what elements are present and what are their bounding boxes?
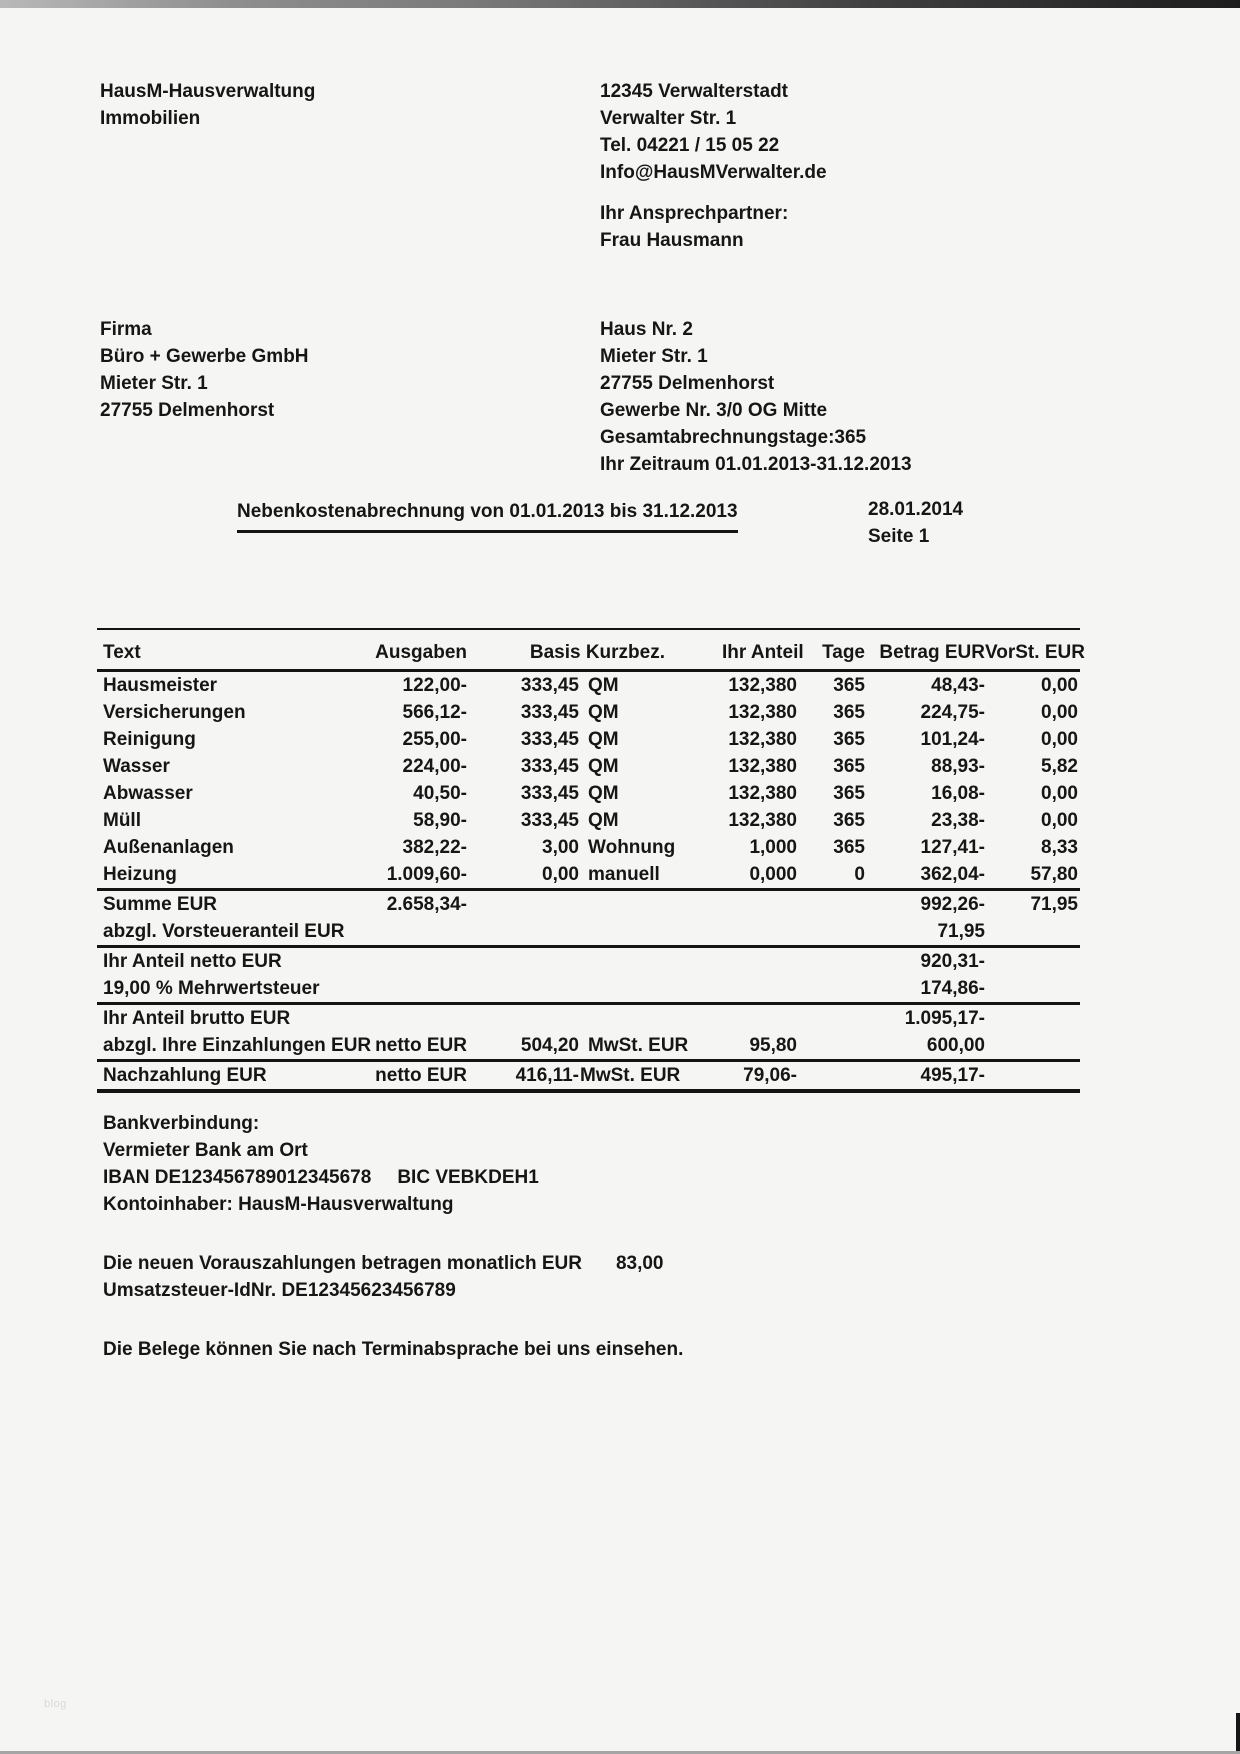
row-ausgaben: 1.009,60- (386, 863, 467, 885)
scan-edge-top (0, 0, 1240, 8)
row-kurzbez: manuell (588, 863, 660, 885)
statement-page-number: Seite 1 (868, 526, 930, 547)
recipient-line: 27755 Delmenhorst (100, 400, 275, 421)
row-basis: 333,45 (520, 701, 579, 723)
summary-row-nachzahlung (97, 1062, 1080, 1089)
summary-row-summe (97, 891, 1080, 918)
statement-title: Nebenkostenabrechnung von 01.01.2013 bis 31.12.2013 (237, 498, 738, 533)
contact-street: Verwalter Str. 1 (600, 108, 737, 129)
summary-label: 19,00 % Mehrwertsteuer (103, 977, 320, 999)
row-label: Abwasser (103, 782, 193, 804)
row-basis: 333,45 (520, 728, 579, 750)
cost-table (97, 628, 1085, 1093)
summary-betrag: 71,95 (937, 920, 985, 942)
summary-anteil: 95,80 (749, 1034, 797, 1056)
row-label: Reinigung (103, 728, 196, 750)
header-betrag-eur: Betrag EUR (879, 642, 985, 663)
bank-name: Vermieter Bank am Ort (103, 1140, 308, 1161)
row-basis: 0,00 (542, 863, 579, 885)
row-tage: 365 (833, 836, 865, 858)
recipient-line: Firma (100, 319, 152, 340)
summary-label: abzgl. Vorsteueranteil EUR (103, 920, 345, 942)
row-basis: 333,45 (520, 755, 579, 777)
advance-label: Die neuen Vorauszahlungen betragen monatlich EUR (103, 1253, 582, 1274)
property-line: Ihr Zeitraum 01.01.2013-31.12.2013 (600, 454, 912, 475)
row-anteil: 132,380 (728, 755, 797, 777)
row-anteil: 1,000 (749, 836, 797, 858)
row-ausgaben: 382,22- (402, 836, 467, 858)
row-label: Versicherungen (103, 701, 246, 723)
row-kurzbez: QM (588, 728, 619, 750)
bank-block (103, 1110, 539, 1218)
row-kurzbez: QM (588, 809, 619, 831)
row-ausgaben: 566,12- (402, 701, 467, 723)
row-basis: 3,00 (542, 836, 579, 858)
statement-title-row (237, 498, 738, 533)
row-vorst: 0,00 (1041, 809, 1078, 831)
bank-bic: BIC VEBKDEH1 (397, 1167, 539, 1188)
summary-label: Nachzahlung EUR (103, 1064, 267, 1086)
summary-label: Ihr Anteil netto EUR (103, 950, 282, 972)
summary-row-netto (97, 948, 1080, 975)
summary-row-mwst (97, 975, 1080, 1002)
row-label: Hausmeister (103, 674, 218, 696)
row-vorst: 8,33 (1041, 836, 1078, 858)
bank-heading: Bankverbindung: (103, 1113, 260, 1134)
advance-block (103, 1250, 664, 1304)
row-kurzbez: QM (588, 701, 619, 723)
summary-row-vorsteuer (97, 918, 1080, 945)
row-vorst: 0,00 (1041, 728, 1078, 750)
receipts-note: Die Belege können Sie nach Terminabsprache bei uns einsehen. (103, 1339, 684, 1360)
sender-name: HausM-Hausverwaltung (100, 81, 316, 102)
spacer (600, 186, 827, 200)
row-betrag: 16,08- (931, 782, 985, 804)
row-basis: 333,45 (520, 674, 579, 696)
row-anteil: 132,380 (728, 701, 797, 723)
row-kurzbez: QM (588, 782, 619, 804)
row-basis: 333,45 (520, 782, 579, 804)
contact-person-label: Ihr Ansprechpartner: (600, 203, 789, 224)
summary-ausgaben: 2.658,34- (386, 893, 467, 915)
row-anteil: 132,380 (728, 809, 797, 831)
vat-id: Umsatzsteuer-IdNr. DE12345623456789 (103, 1280, 456, 1301)
table-row (97, 834, 1080, 861)
header-basis-kurzbez: Basis Kurzbez. (529, 642, 665, 663)
advance-line (103, 1250, 664, 1277)
row-betrag: 48,43- (931, 674, 985, 696)
row-label: Wasser (103, 755, 170, 777)
table-row (97, 699, 1080, 726)
table-row (97, 780, 1080, 807)
summary-kurzbez: MwSt. EUR (588, 1034, 689, 1056)
row-tage: 365 (833, 728, 865, 750)
table-row (97, 753, 1080, 780)
summary-betrag: 920,31- (920, 950, 985, 972)
table-row (97, 726, 1080, 753)
table-header-row (97, 630, 1085, 669)
sender-dept: Immobilien (100, 108, 201, 129)
table-row (97, 861, 1080, 888)
row-kurzbez: QM (588, 755, 619, 777)
bank-iban-line (103, 1164, 539, 1191)
row-betrag: 101,24- (920, 728, 985, 750)
row-ausgaben: 40,50- (413, 782, 467, 804)
contact-phone: Tel. 04221 / 15 05 22 (600, 135, 780, 156)
summary-vorst: 71,95 (1030, 893, 1078, 915)
recipient-line: Mieter Str. 1 (100, 373, 208, 394)
summary-betrag: 992,26- (920, 893, 985, 915)
summary-row-einzahlungen (97, 1032, 1080, 1059)
row-betrag: 127,41- (920, 836, 985, 858)
row-anteil: 0,000 (749, 863, 797, 885)
table-row (97, 672, 1080, 699)
summary-label: abzgl. Ihre Einzahlungen EUR (103, 1034, 372, 1056)
row-vorst: 57,80 (1030, 863, 1078, 885)
summary-netto-label: netto EUR (375, 1064, 467, 1086)
row-vorst: 5,82 (1041, 755, 1078, 777)
row-label: Müll (103, 809, 141, 831)
summary-label: Ihr Anteil brutto EUR (103, 1007, 291, 1029)
header-ausgaben: Ausgaben (375, 642, 467, 663)
row-tage: 365 (833, 809, 865, 831)
contact-person-name: Frau Hausmann (600, 230, 744, 251)
recipient-block (100, 316, 309, 424)
row-kurzbez: QM (588, 674, 619, 696)
row-label: Außenanlagen (103, 836, 234, 858)
property-block (600, 316, 912, 478)
summary-label: Summe EUR (103, 893, 218, 915)
property-line: Gesamtabrechnungstage:365 (600, 427, 867, 448)
sender-block (100, 78, 315, 132)
header-ihr-anteil: Ihr Anteil (722, 642, 804, 663)
summary-row-brutto (97, 1005, 1080, 1032)
table-rule-bottom (97, 1089, 1080, 1093)
row-basis: 333,45 (520, 809, 579, 831)
summary-betrag: 600,00 (926, 1034, 985, 1056)
row-tage: 365 (833, 701, 865, 723)
contact-block (600, 78, 827, 254)
row-ausgaben: 122,00- (402, 674, 467, 696)
summary-betrag: 495,17- (920, 1064, 985, 1086)
advance-amount: 83,00 (615, 1253, 664, 1274)
property-line: Haus Nr. 2 (600, 319, 693, 340)
row-anteil: 132,380 (728, 782, 797, 804)
row-betrag: 23,38- (931, 809, 985, 831)
summary-kurzbez: MwSt. EUR (580, 1064, 681, 1086)
date-block (868, 496, 963, 550)
row-vorst: 0,00 (1041, 674, 1078, 696)
row-anteil: 132,380 (728, 728, 797, 750)
row-kurzbez: Wohnung (588, 836, 676, 858)
summary-betrag: 1.095,17- (904, 1007, 985, 1029)
row-betrag: 88,93- (931, 755, 985, 777)
summary-anteil: 79,06- (743, 1064, 797, 1086)
row-anteil: 132,380 (728, 674, 797, 696)
property-line: Mieter Str. 1 (600, 346, 708, 367)
scan-edge-right (1236, 1713, 1240, 1751)
row-tage: 365 (833, 782, 865, 804)
header-vorst-eur: VorSt. EUR (985, 642, 1085, 663)
contact-email: Info@HausMVerwalter.de (600, 162, 827, 183)
row-label: Heizung (103, 863, 177, 885)
row-tage: 365 (833, 674, 865, 696)
summary-basis: 416,11- (515, 1064, 579, 1086)
property-line: 27755 Delmenhorst (600, 373, 775, 394)
contact-city: 12345 Verwalterstadt (600, 81, 789, 102)
row-ausgaben: 255,00- (402, 728, 467, 750)
row-ausgaben: 58,90- (413, 809, 467, 831)
bank-iban: IBAN DE123456789012345678 (103, 1167, 372, 1188)
table-row (97, 807, 1080, 834)
statement-date: 28.01.2014 (868, 499, 964, 520)
summary-netto-label: netto EUR (375, 1034, 467, 1056)
watermark-text: blog (44, 1698, 67, 1710)
recipient-line: Büro + Gewerbe GmbH (100, 346, 309, 367)
row-vorst: 0,00 (1041, 782, 1078, 804)
property-line: Gewerbe Nr. 3/0 OG Mitte (600, 400, 828, 421)
header-text: Text (103, 642, 141, 663)
row-betrag: 362,04- (920, 863, 985, 885)
row-tage: 365 (833, 755, 865, 777)
header-tage: Tage (822, 642, 865, 663)
row-ausgaben: 224,00- (402, 755, 467, 777)
summary-betrag: 174,86- (920, 977, 985, 999)
bank-holder: Kontoinhaber: HausM-Hausverwaltung (103, 1194, 454, 1215)
row-vorst: 0,00 (1041, 701, 1078, 723)
row-betrag: 224,75- (920, 701, 985, 723)
summary-basis: 504,20 (520, 1034, 579, 1056)
row-tage: 0 (854, 863, 865, 885)
